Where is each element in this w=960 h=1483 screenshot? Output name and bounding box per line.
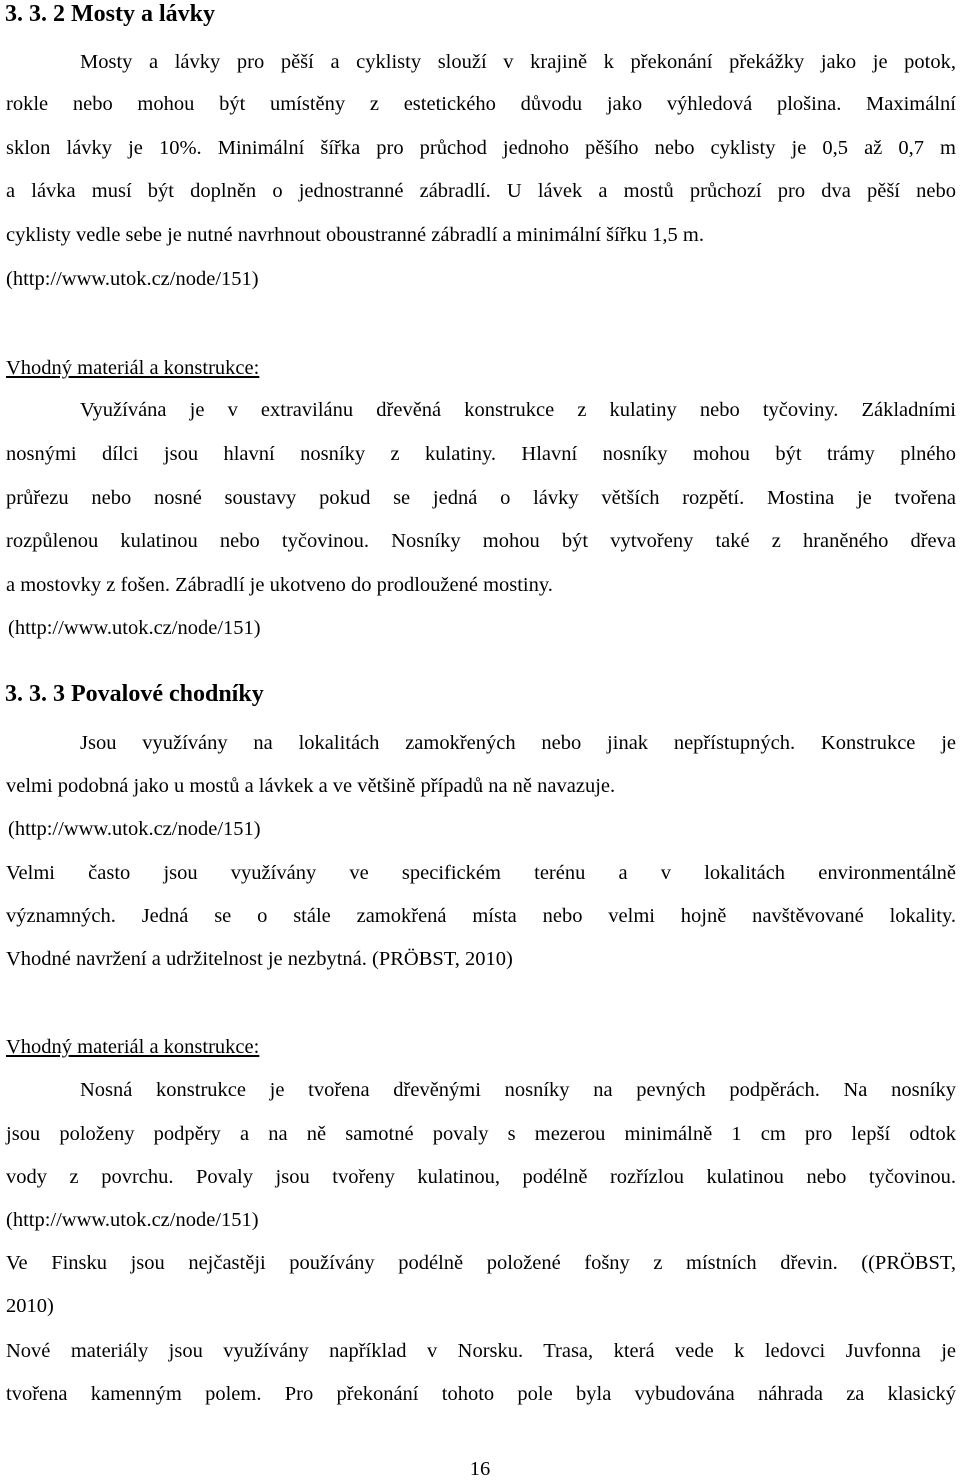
paragraph-line: a mostovky z fošen. Zábradlí je ukotveno do prodloužené mostiny. [6,574,553,596]
subheading-material: Vhodný materiál a konstrukce: [6,1036,260,1058]
subheading-material: Vhodný materiál a konstrukce: [6,357,260,379]
paragraph-line: Jsou využívány na lokalitách zamokřených nebo jinak nepřístupných. Konstrukce je [80,732,956,754]
paragraph-line: velmi podobná jako u mostů a lávkek a ve většině případů na ně navazuje. [6,775,616,797]
paragraph-line: cyklisty vedle sebe je nutné navrhnout oboustranné zábradlí a minimální šířku 1,5 m. [6,224,704,246]
paragraph-line: tvořena kamenným polem. Pro překonání tohoto pole byla vybudována náhrada za klasický [6,1383,956,1405]
source-citation: (http://www.utok.cz/node/151) [6,1209,259,1231]
paragraph-line: Využívána je v extravilánu dřevěná konstrukce z kulatiny nebo tyčoviny. Základními [80,399,956,421]
source-citation: (http://www.utok.cz/node/151) [8,617,261,639]
paragraph-line: nosnými dílci jsou hlavní nosníky z kulatiny. Hlavní nosníky mohou být trámy plného [6,443,956,465]
paragraph-line: průřezu nebo nosné soustavy pokud se jedná o lávky větších rozpětí. Mostina je tvořena [6,487,956,509]
paragraph-line: 2010) [6,1295,54,1317]
source-citation: (http://www.utok.cz/node/151) [6,268,259,290]
paragraph-line: významných. Jedná se o stále zamokřená místa nebo velmi hojně navštěvované lokality. [6,905,956,927]
paragraph-line: rozpůlenou kulatinou nebo tyčovinou. Nosníky mohou být vytvořeny také z hraněného dřeva [6,530,956,552]
paragraph-line: jsou položeny podpěry a na ně samotné povaly s mezerou minimálně 1 cm pro lepší odtok [6,1123,956,1145]
source-citation: (http://www.utok.cz/node/151) [8,818,261,840]
paragraph-line: sklon lávky je 10%. Minimální šířka pro průchod jednoho pěšího nebo cyklisty je 0,5 až 0,7 m [6,137,956,159]
section-heading-povalove: 3. 3. 3 Povalové chodníky [5,681,264,707]
paragraph-line: rokle nebo mohou být umístěny z estetického důvodu jako výhledová plošina. Maximální [6,93,956,115]
paragraph-line: Mosty a lávky pro pěší a cyklisty slouží v krajině k překonání překážky jako je potok, [80,51,956,73]
page-number: 16 [469,1458,491,1480]
section-heading-mosty: 3. 3. 2 Mosty a lávky [5,1,215,27]
paragraph-line: Velmi často jsou využívány ve specifickém terénu a v lokalitách environmentálně [6,862,956,884]
paragraph-line: Vhodné navržení a udržitelnost je nezbytná. (PRÖBST, 2010) [6,948,513,970]
paragraph-line: a lávka musí být doplněn o jednostranné zábradlí. U lávek a mostů průchozí pro dva pěší nebo [6,180,956,202]
paragraph-line: Nosná konstrukce je tvořena dřevěnými nosníky na pevných podpěrách. Na nosníky [80,1079,956,1101]
paragraph-line: Ve Finsku jsou nejčastěji používány podélně položené fošny z místních dřevin. ((PRÖBST, [6,1252,956,1274]
paragraph-line: Nové materiály jsou využívány například v Norsku. Trasa, která vede k ledovci Juvfonna je [6,1340,956,1362]
paragraph-line: vody z povrchu. Povaly jsou tvořeny kulatinou, podélně rozřízlou kulatinou nebo tyčovinou. [6,1166,956,1188]
